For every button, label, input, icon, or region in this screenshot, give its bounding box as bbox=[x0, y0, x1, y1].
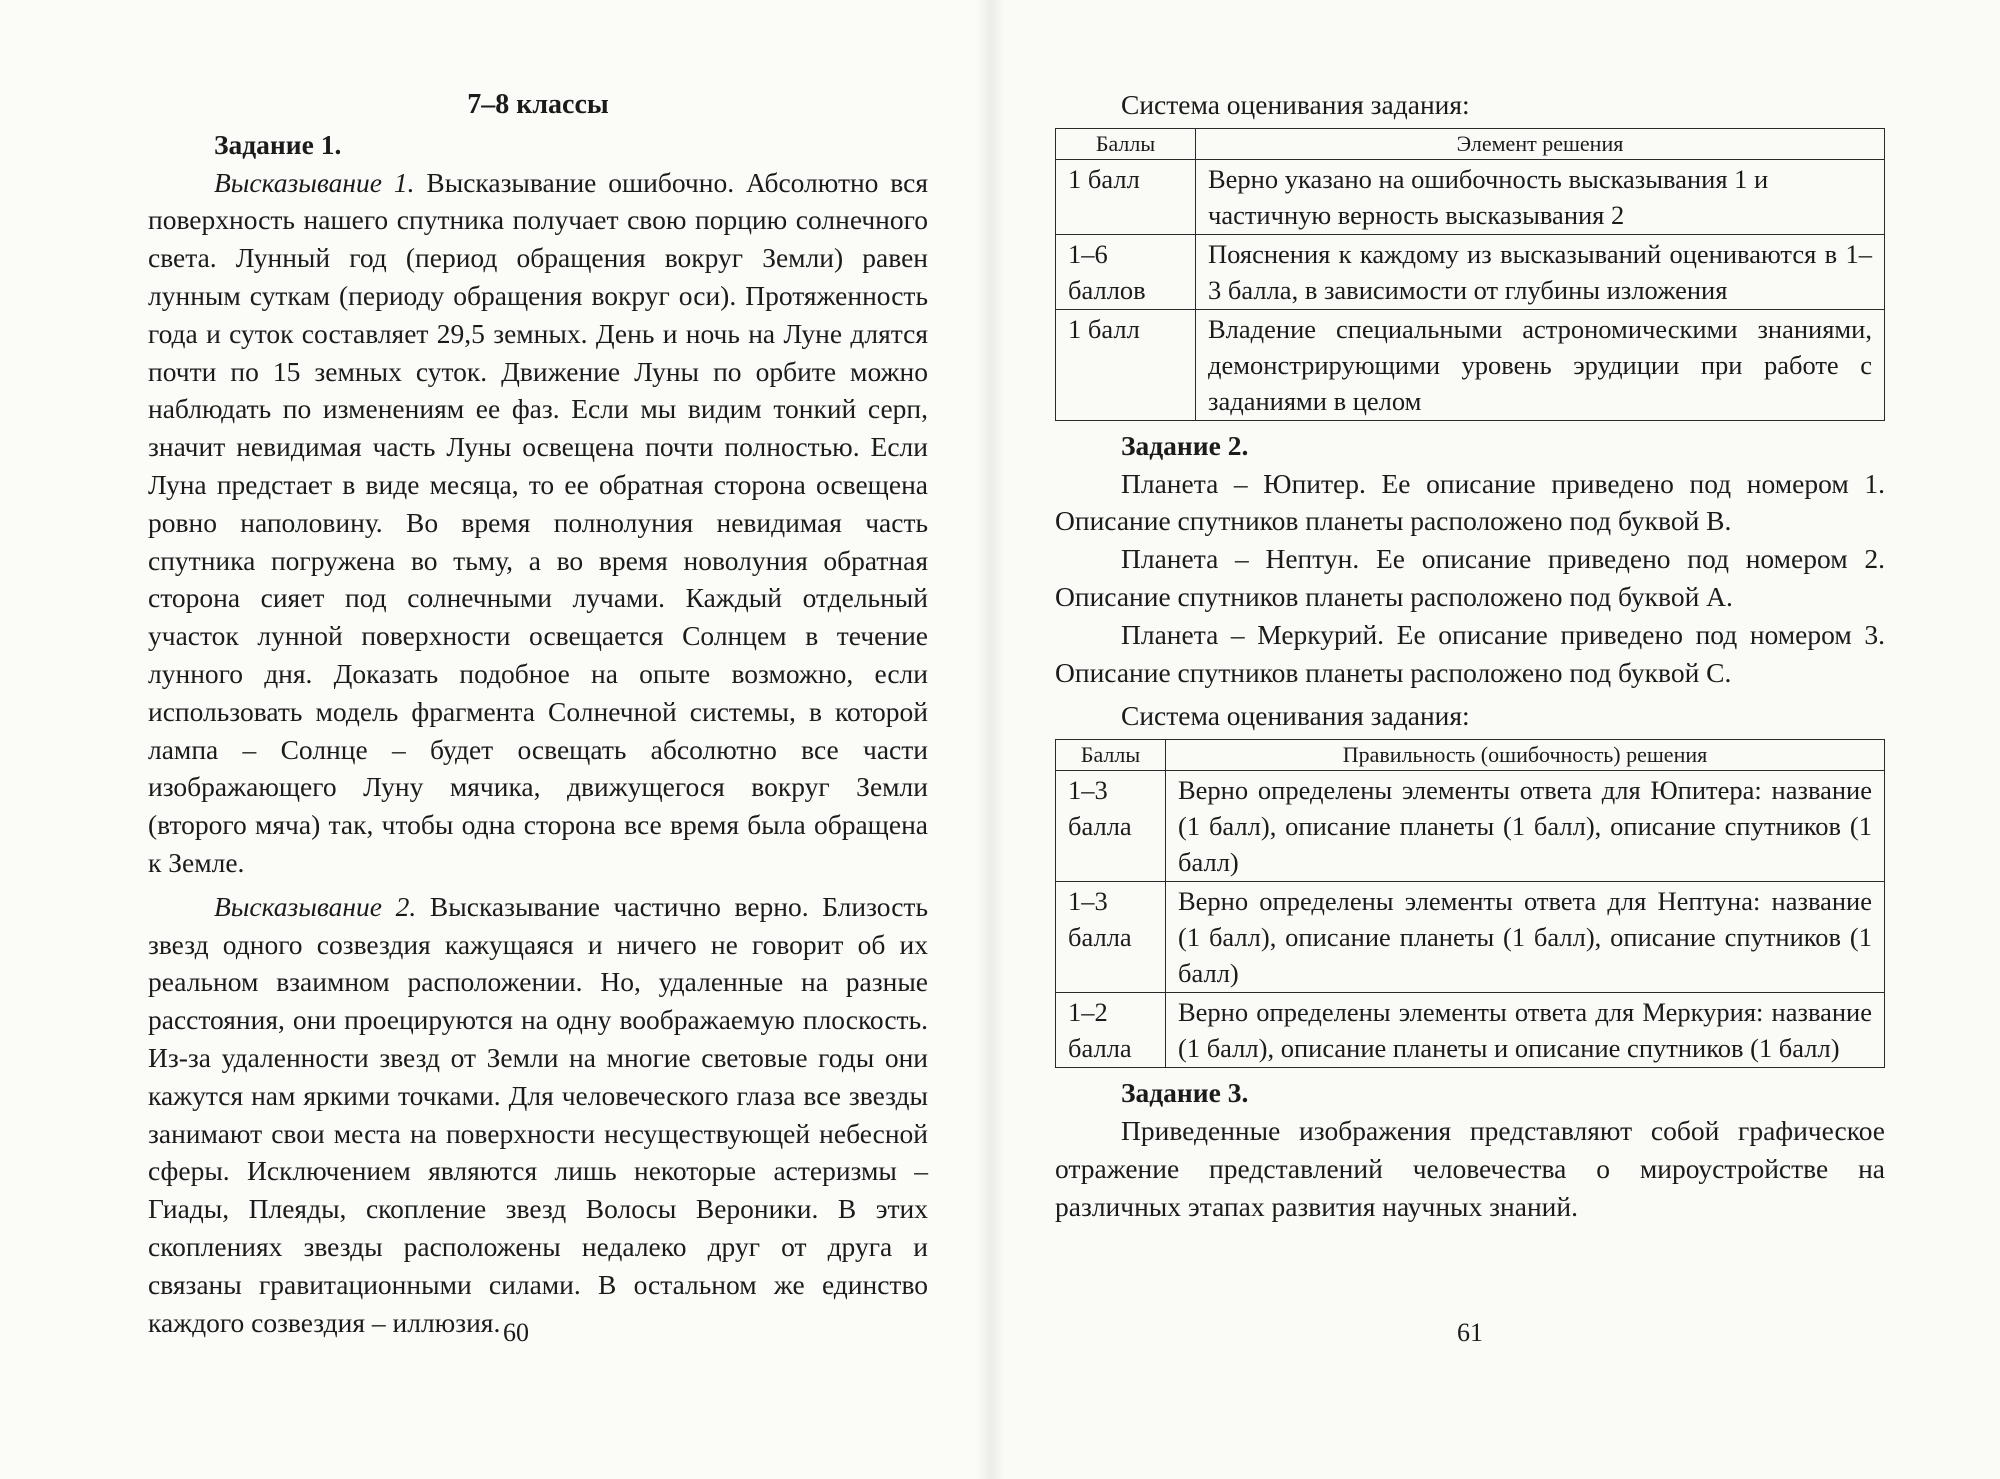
page-number-right: 61 bbox=[1457, 1318, 1483, 1347]
table-header-row bbox=[1056, 128, 1885, 159]
table-row bbox=[1056, 309, 1885, 420]
statement2-label: Высказывание 2. bbox=[214, 890, 417, 922]
right-page-content bbox=[1055, 86, 1885, 1225]
statement2-text: Высказывание частично верно. Близость звезд одного созвездия кажущаяся и ничего не говорит об их реальном взаимном расположении. Но, удаленные на разные расстояния, они проецируются на одну воображаемую плоскость. Из-за удаленности звезд от Земли на многие световые годы они кажутся нам яркими точками. Для человеческого глаза все звезды занимают свои места на поверхности несуществующей небесной сферы. Исключением являются лишь некоторые астеризмы – Гиады, Плеяды, скопление звезд Волосы Вероники. В этих скоплениях звезды расположены недалеко друг от друга и связаны гравитационными силами. В остальном же единство каждого созвездия – иллюзия. bbox=[148, 890, 928, 1338]
book-gutter bbox=[975, 0, 1005, 1479]
task2-paragraph: Планета – Меркурий. Ее описание приведено под номером 3. Описание спутников планеты расположено под буквой C. bbox=[1055, 618, 1885, 688]
statement1-label: Высказывание 1. bbox=[214, 166, 415, 198]
table-row bbox=[1056, 771, 1885, 882]
points-cell: 1 балл bbox=[1056, 309, 1196, 420]
points-cell: 1–2 балла bbox=[1056, 993, 1166, 1068]
description-cell: Пояснения к каждому из высказываний оцениваются в 1–3 балла, в зависимости от глубины изложения bbox=[1196, 234, 1885, 309]
description-cell: Владение специальными астрономическими знаниями, демонстрирующими уровень эрудиции при работе с заданиями в целом bbox=[1196, 309, 1885, 420]
task2-paragraph: Планета – Юпитер. Ее описание приведено под номером 1. Описание спутников планеты расположено под буквой B. bbox=[1055, 467, 1885, 537]
points-cell: 1 балл bbox=[1056, 159, 1196, 234]
table-row bbox=[1056, 234, 1885, 309]
statement2-paragraph bbox=[148, 888, 928, 1342]
class-heading: 7–8 классы bbox=[467, 89, 609, 120]
statement1-text: Высказывание ошибочно. Абсолютно вся поверхность нашего спутника получает свою порцию солнечного света. Лунный год (период обращения вокруг Земли) равен лунным суткам (периоду обращения вокруг оси). Протяженность года и суток составляет 29,5 земных. День и ночь на Луне длятся почти по 15 земных суток. Движение Луны по орбите можно наблюдать по изменениям ее фаз. Если мы видим тонкий серп, значит невидимая часть Луны освещена почти полностью. Если Луна предстает в виде месяца, то ее обратная сторона освещена ровно наполовину. Во время полнолуния невидимая часть спутника погружена во тьму, а во время новолуния обратная сторона сияет под солнечными лучами. Каждый отдельный участок лунной поверхности освещается Солнцем в течение лунного дня. Доказать подобное на опыте возможно, если использовать модель фрагмента Солнечной системы, в которой лампа – Солнце – будет освещать абсолютно все части изображающего Луну мячика, движущегося вокруг Земли (второго мяча) так, чтобы одна сторона все время была обращена к Земле. bbox=[148, 166, 928, 878]
left-page-content bbox=[148, 86, 928, 1341]
grading1-caption: Система оценивания задания: bbox=[1121, 89, 1470, 120]
task2-paragraph: Планета – Нептун. Ее описание приведено под номером 2. Описание спутников планеты расположено под буквой A. bbox=[1055, 543, 1885, 612]
grading-table-1 bbox=[1055, 128, 1885, 421]
grading-table-2 bbox=[1055, 739, 1885, 1068]
table-row bbox=[1056, 159, 1885, 234]
table-row bbox=[1056, 993, 1885, 1068]
task3-title: Задание 3. bbox=[1121, 1077, 1249, 1109]
page-number-left: 60 bbox=[503, 1318, 529, 1347]
description-cell: Верно определены элементы ответа для Юпитера: название (1 балл), описание планеты (1 балл), описание спутников (1 балл) bbox=[1166, 771, 1885, 882]
task3-paragraph: Приведенные изображения представляют собой графическое отражение представлений человечества о мироустройстве на различных этапах развития научных знаний. bbox=[1055, 1114, 1885, 1222]
description-cell: Верно определены элементы ответа для Меркурия: название (1 балл), описание планеты и описание спутников (1 балл) bbox=[1166, 993, 1885, 1068]
left-page bbox=[0, 0, 990, 1479]
table-header-cell: Баллы bbox=[1056, 128, 1196, 159]
description-cell: Верно определены элементы ответа для Нептуна: название (1 балл), описание планеты (1 балл), описание спутников (1 балл) bbox=[1166, 882, 1885, 993]
task1-title: Задание 1. bbox=[214, 128, 342, 160]
task2-title: Задание 2. bbox=[1121, 429, 1249, 461]
description-cell: Верно указано на ошибочность высказывания 1 и частичную верность высказывания 2 bbox=[1196, 159, 1885, 234]
table-header-cell: Правильность (ошибочность) решения bbox=[1166, 740, 1885, 771]
table-header-row bbox=[1056, 740, 1885, 771]
grading2-caption: Система оценивания задания: bbox=[1121, 700, 1470, 732]
points-cell: 1–6 баллов bbox=[1056, 234, 1196, 309]
table-header-cell: Элемент решения bbox=[1196, 128, 1885, 159]
table-header-cell: Баллы bbox=[1056, 740, 1166, 771]
table-row bbox=[1056, 882, 1885, 993]
statement1-paragraph bbox=[148, 164, 928, 882]
points-cell: 1–3 балла bbox=[1056, 771, 1166, 882]
points-cell: 1–3 балла bbox=[1056, 882, 1166, 993]
